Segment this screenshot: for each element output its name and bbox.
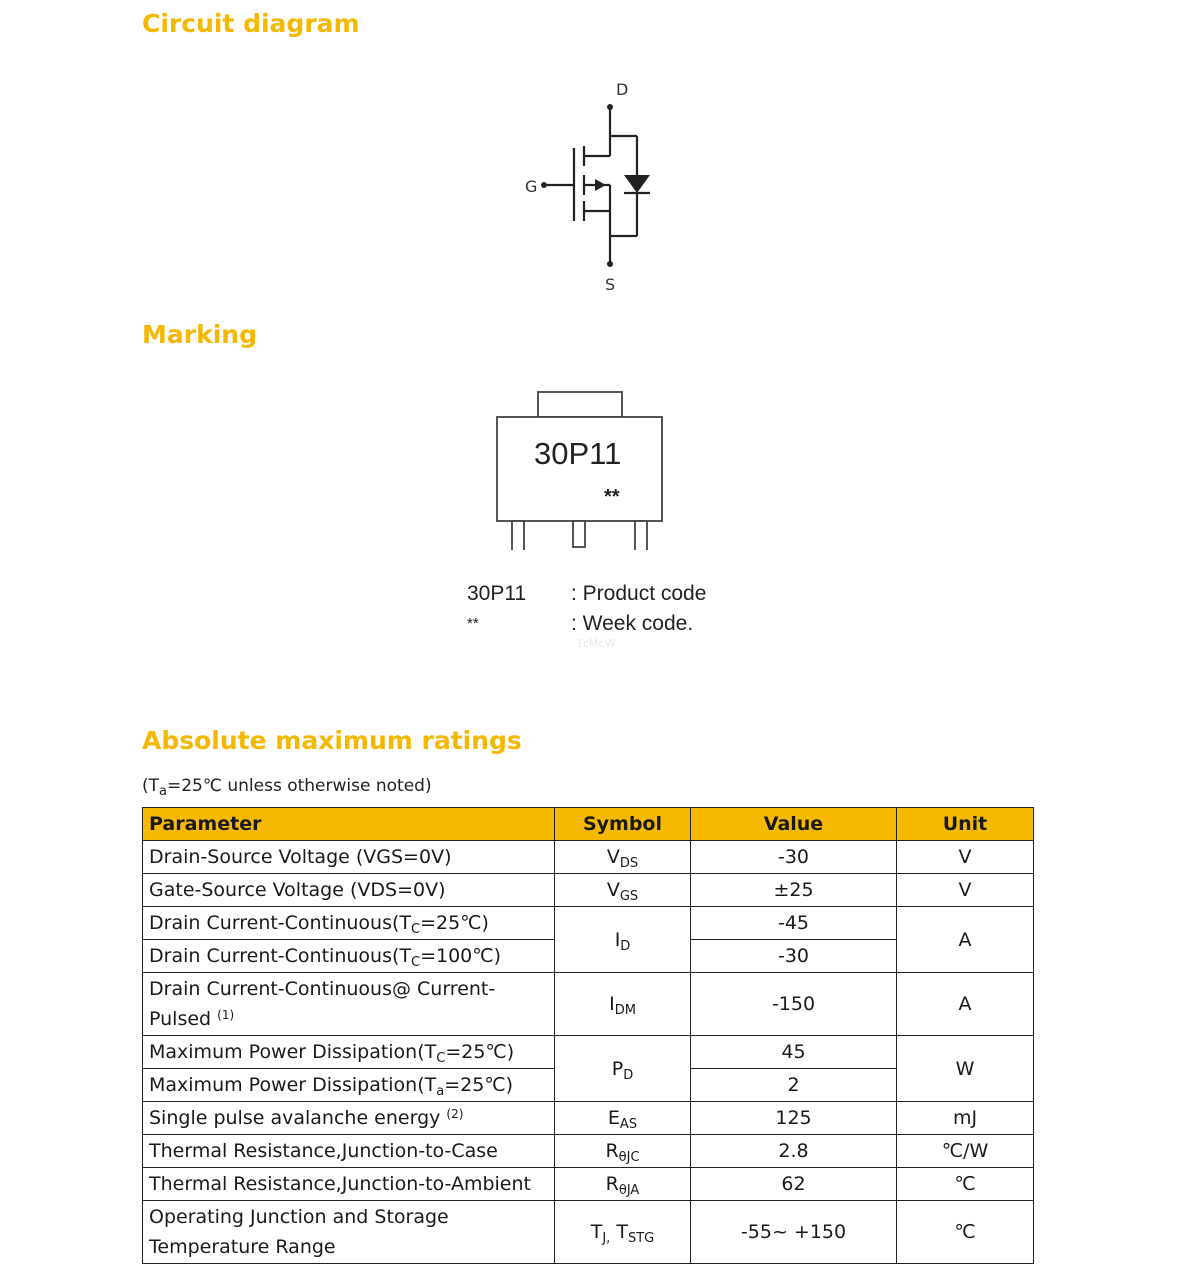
- symbol-cell: $R_{\theta JC}$: [555, 1135, 691, 1168]
- header-symbol: Symbol: [555, 808, 691, 841]
- package-week-code: **: [604, 486, 620, 508]
- value-cell: 45: [691, 1036, 897, 1069]
- table-row: [143, 907, 1034, 940]
- value-cell: 125: [691, 1102, 897, 1135]
- section-title-ratings: Absolute maximum ratings: [142, 726, 522, 755]
- param-cell: Drain Current-$Continuous(T_C=100℃)$: [143, 940, 555, 973]
- header-unit: Unit: [897, 808, 1034, 841]
- table-row: [143, 1201, 1034, 1264]
- param-cell: Drain-Source Voltage (VGS=0V): [143, 841, 555, 874]
- param-cell: Single pulse avalanche energy $^{(2)}$: [143, 1102, 555, 1135]
- param-cell: Gate-Source Voltage (VDS=0V): [143, 874, 555, 907]
- section-title-marking: Marking: [142, 320, 257, 349]
- table-row: [143, 841, 1034, 874]
- section-title-circuit: Circuit diagram: [142, 9, 360, 38]
- table-row: [143, 874, 1034, 907]
- param-cell: Operating Junction and Storage Temperature Range: [143, 1201, 555, 1264]
- param-cell: Maximum Power $Dissipation(T_C=25℃)$: [143, 1036, 555, 1069]
- symbol-cell: $P_D$: [555, 1036, 691, 1102]
- unit-cell: ℃/W: [897, 1135, 1034, 1168]
- unit-cell: A: [897, 907, 1034, 973]
- param-cell: Thermal Resistance,Junction-to-Ambient: [143, 1168, 555, 1201]
- legend-description: : Product code: [571, 582, 707, 605]
- unit-cell: ℃: [897, 1201, 1034, 1264]
- table-row: [143, 1168, 1034, 1201]
- value-cell: 62: [691, 1168, 897, 1201]
- unit-cell: mJ: [897, 1102, 1034, 1135]
- symbol-cell: $I_D$: [555, 907, 691, 973]
- faint-watermark-text: 1cMcW: [576, 637, 616, 650]
- value-cell: -30: [691, 841, 897, 874]
- table-row: [143, 973, 1034, 1036]
- table-row: [143, 1102, 1034, 1135]
- value-cell: 2: [691, 1069, 897, 1102]
- symbol-cell: $R_{\theta JA}$: [555, 1168, 691, 1201]
- sot89-package-drawing: [490, 385, 670, 550]
- symbol-cell: $V_{GS}$: [555, 874, 691, 907]
- value-cell: -30: [691, 940, 897, 973]
- header-value: Value: [691, 808, 897, 841]
- package-product-code: 30P11: [534, 436, 622, 471]
- value-cell: -150: [691, 973, 897, 1036]
- unit-cell: V: [897, 874, 1034, 907]
- table-header-row: [143, 808, 1034, 841]
- param-cell: Thermal Resistance,Junction-to-Case: [143, 1135, 555, 1168]
- value-cell: -45: [691, 907, 897, 940]
- legend-key: 30P11: [467, 582, 527, 605]
- value-cell: ±25: [691, 874, 897, 907]
- drain-label: D: [616, 80, 629, 99]
- param-cell: Drain Current-Continuous@ Current-Pulsed $^{(1)}$: [143, 973, 555, 1036]
- unit-cell: W: [897, 1036, 1034, 1102]
- param-cell: Drain Current-$Continuous(T_C=25℃)$: [143, 907, 555, 940]
- symbol-cell: $I_{DM}$: [555, 973, 691, 1036]
- gate-label: G: [525, 177, 538, 196]
- value-cell: 2.8: [691, 1135, 897, 1168]
- legend-key: **: [467, 615, 479, 632]
- source-label: S: [605, 275, 616, 294]
- unit-cell: A: [897, 973, 1034, 1036]
- header-parameter: Parameter: [143, 808, 555, 841]
- symbol-cell: $V_{DS}$: [555, 841, 691, 874]
- table-row: [143, 1036, 1034, 1069]
- absolute-maximum-ratings-table: [142, 807, 1034, 1264]
- ratings-condition-note: ($T_a=25℃$ unless otherwise noted): [142, 776, 432, 799]
- symbol-cell: $T_{J,}$ $T_{STG}$: [555, 1201, 691, 1264]
- legend-description: : Week code.: [571, 612, 694, 635]
- param-cell: Maximum Power $Dissipation(T_a=25℃)$: [143, 1069, 555, 1102]
- mosfet-circuit-diagram: [500, 74, 680, 300]
- unit-cell: ℃: [897, 1168, 1034, 1201]
- symbol-cell: $E_{AS}$: [555, 1102, 691, 1135]
- unit-cell: V: [897, 841, 1034, 874]
- table-row: [143, 1135, 1034, 1168]
- value-cell: -55~ +150: [691, 1201, 897, 1264]
